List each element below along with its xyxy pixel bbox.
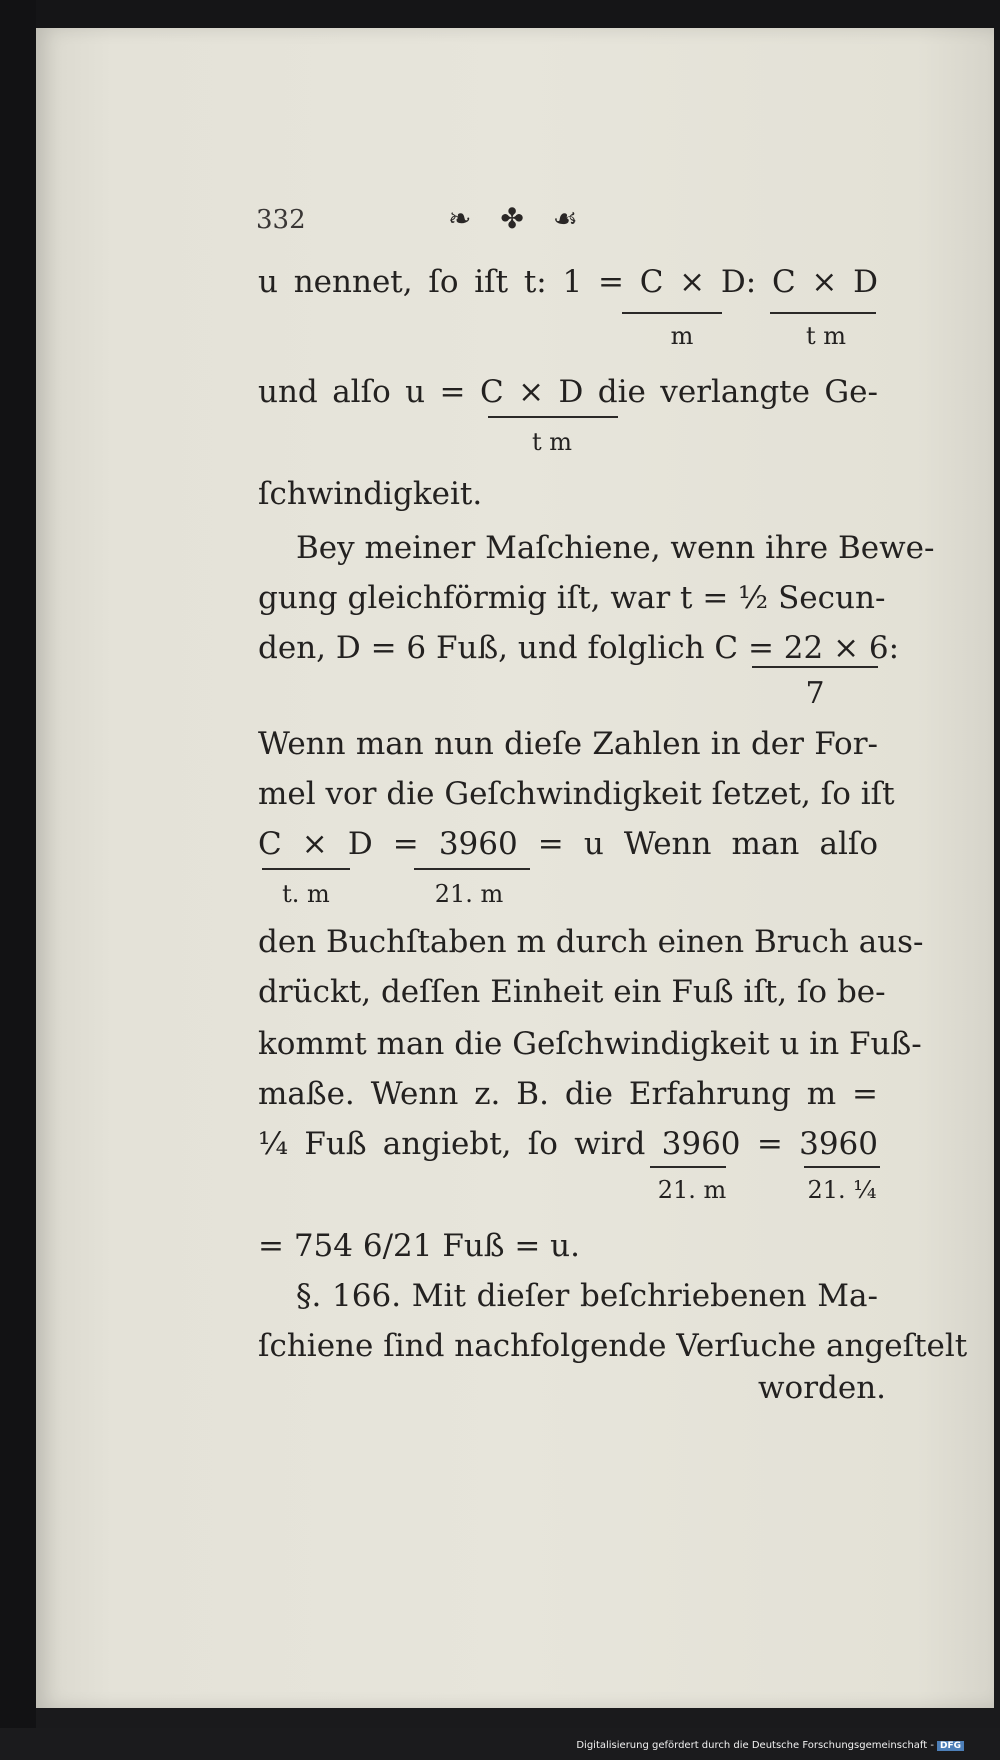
fraction-bar xyxy=(752,666,878,668)
text-line-1: u nennet, ſo iſt t: 1 = C × D: C × D xyxy=(258,264,878,300)
page-number: 332 xyxy=(256,205,306,235)
fraction-bar xyxy=(650,1166,726,1168)
digitization-credit xyxy=(576,1740,964,1751)
text-line-17: ſchiene ſind nachfolgende Verſuche angeſtelt xyxy=(258,1328,968,1364)
fraction-bar xyxy=(414,868,530,870)
text-line-10: den Buchſtaben m durch einen Bruch aus- xyxy=(258,924,924,960)
text-line-5: gung gleichförmig iſt, war t = ½ Secun- xyxy=(258,580,886,616)
text-line-6: den, D = 6 Fuß, und folglich C = 22 × 6: xyxy=(258,630,900,666)
text-line-16: §. 166. Mit dieſer beſchriebenen Ma- xyxy=(296,1278,878,1314)
text-line-14: ¼ Fuß angiebt, ſo wird 3960 = 3960 xyxy=(258,1126,878,1162)
fraction-bar xyxy=(770,312,876,314)
text-line-4: Bey meiner Maſchiene, wenn ihre Bewe- xyxy=(296,530,935,566)
text-line-18: worden. xyxy=(758,1370,887,1406)
fraction-bar xyxy=(804,1166,880,1168)
fraction-bar xyxy=(262,868,350,870)
left-dark-band xyxy=(0,0,36,1760)
dfg-logo-icon: DFG xyxy=(937,1741,964,1751)
text-line-13: maße. Wenn z. B. die Erfahrung m = xyxy=(258,1076,878,1112)
fraction-denominator: t m xyxy=(531,428,573,456)
fraction-denominator: t m xyxy=(805,322,847,350)
fraction-denominator: 21. m xyxy=(434,880,504,908)
text-line-15: = 754 6/21 Fuß = u. xyxy=(258,1228,581,1264)
fraction-bar xyxy=(488,416,618,418)
fraction-denominator: 21. m xyxy=(657,1176,727,1204)
text-line-12: kommt man die Geſchwindigkeit u in Fuß- xyxy=(258,1026,922,1062)
text-line-8: mel vor die Geſchwindigkeit ſetzet, ſo iſt xyxy=(258,776,895,812)
fraction-denominator: 7 xyxy=(805,676,825,711)
fraction-denominator: t. m xyxy=(282,880,330,908)
text-line-2: und alſo u = C × D die verlangte Ge- xyxy=(258,374,878,410)
credit-text: Digitalisierung gefördert durch die Deutsche Forschungsgemeinschaft - xyxy=(576,1740,934,1751)
fraction-bar xyxy=(622,312,722,314)
text-line-9: C × D = 3960 = u Wenn man alſo xyxy=(258,826,878,862)
text-line-3: ſchwindigkeit. xyxy=(258,476,483,512)
fraction-denominator: m xyxy=(670,322,694,350)
fraction-denominator: 21. ¼ xyxy=(807,1176,877,1204)
header-ornament-icon: ❧ ✤ ☙ xyxy=(448,202,588,235)
text-line-7: Wenn man nun dieſe Zahlen in der For- xyxy=(258,726,878,762)
text-line-11: drückt, deſſen Einheit ein Fuß iſt, ſo be- xyxy=(258,974,886,1010)
